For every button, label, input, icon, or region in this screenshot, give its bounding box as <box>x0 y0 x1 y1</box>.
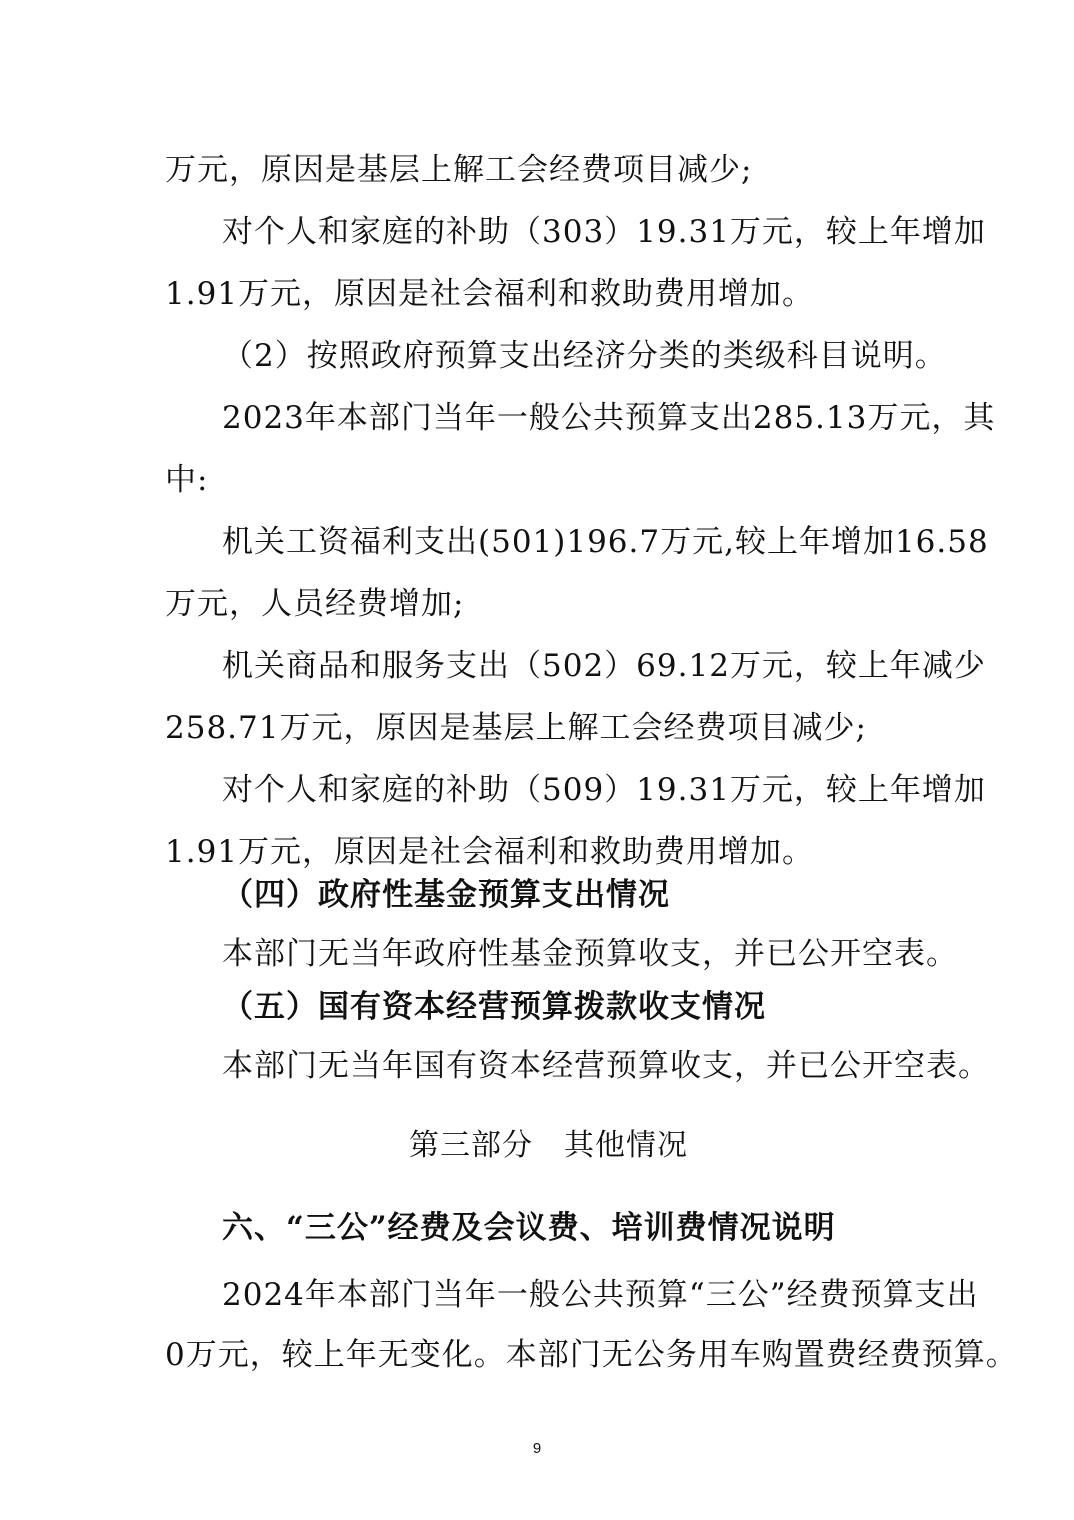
section-heading: （四）政府性基金预算支出情况 <box>222 877 670 913</box>
paragraph-line: 1.91万元，原因是社会福利和救助费用增加。 <box>165 276 815 312</box>
paragraph-line: 0万元，较上年无变化。本部门无公务用车购置费经费预算。 <box>165 1337 1018 1373</box>
paragraph-line: 2024年本部门当年一般公共预算“三公”经费预算支出 <box>222 1277 979 1313</box>
paragraph-line: 机关工资福利支出(501)196.7万元,较上年增加16.58 <box>222 524 989 560</box>
paragraph-line: （2）按照政府预算支出经济分类的类级科目说明。 <box>222 338 947 374</box>
page-number: 9 <box>532 1440 542 1457</box>
paragraph-line: 对个人和家庭的补助（509）19.31万元，较上年增加 <box>222 772 986 808</box>
paragraph-line: 258.71万元，原因是基层上解工会经费项目减少; <box>165 710 867 746</box>
paragraph-line: 对个人和家庭的补助（303）19.31万元，较上年增加 <box>222 214 986 250</box>
part-title: 第三部分 其他情况 <box>409 1128 688 1163</box>
paragraph-line: 1.91万元，原因是社会福利和救助费用增加。 <box>165 834 815 870</box>
section-heading: （五）国有资本经营预算拨款收支情况 <box>222 989 766 1025</box>
paragraph-line: 万元，原因是基层上解工会经费项目减少; <box>165 152 753 188</box>
paragraph-line: 中: <box>165 462 209 498</box>
paragraph-line: 本部门无当年政府性基金预算收支，并已公开空表。 <box>222 936 958 972</box>
paragraph-line: 2023年本部门当年一般公共预算支出285.13万元，其 <box>222 400 996 436</box>
paragraph-line: 万元，人员经费增加; <box>165 586 465 622</box>
section-heading: 六、“三公”经费及会议费、培训费情况说明 <box>222 1210 836 1246</box>
paragraph-line: 机关商品和服务支出（502）69.12万元，较上年减少 <box>222 648 986 684</box>
paragraph-line: 本部门无当年国有资本经营预算收支，并已公开空表。 <box>222 1048 990 1084</box>
